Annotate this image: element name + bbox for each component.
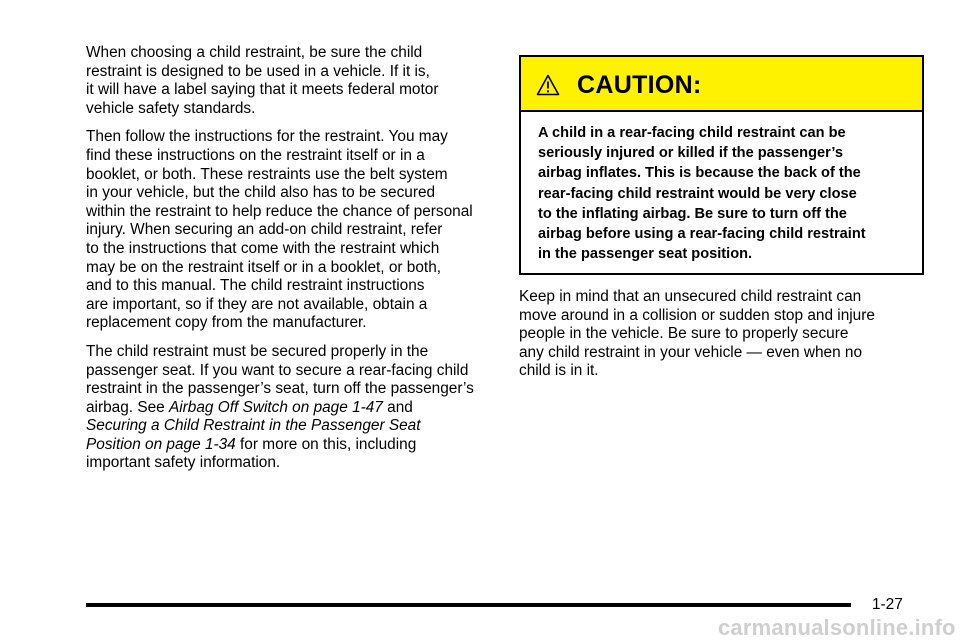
- instructions-paragraph: [86, 128, 506, 333]
- text-line: and to this manual. The child restraint instructions: [86, 277, 425, 295]
- text-line: booklet, or both. These restraints use the belt system: [86, 165, 448, 183]
- text-line: A child in a rear-facing child restraint can be: [538, 125, 846, 141]
- text-line: people in the vehicle. Be sure to properly secure: [519, 325, 849, 343]
- text-line: restraint is designed to be used in a vehicle. If it is,: [86, 62, 430, 80]
- page-number: 1-27: [872, 596, 903, 613]
- text-line: The child restraint must be secured properly in the: [86, 342, 429, 360]
- text-line: [86, 399, 506, 418]
- watermark: carmanualsonline.info: [718, 615, 956, 640]
- text-fragment: and: [382, 398, 413, 416]
- text-line: restraint in the passenger’s seat, turn off the passenger’s: [86, 380, 474, 398]
- text-line: injury. When securing an add-on child restraint, refer: [86, 221, 443, 239]
- text-line: to the inflating airbag. Be sure to turn off the: [538, 205, 847, 222]
- text-line: in the passenger seat position.: [538, 246, 753, 263]
- text-line: find these instructions on the restraint itself or in a: [86, 146, 425, 164]
- securing-child-restraint-reference-page[interactable]: Position on page 1-34: [86, 435, 236, 453]
- text-line: to the instructions that come with the restraint which: [86, 239, 440, 257]
- securing-child-restraint-reference[interactable]: Securing a Child Restraint in the Passenger Seat: [86, 417, 421, 435]
- footer-rule: [86, 603, 851, 607]
- text-line: move around in a collision or sudden stop and injure: [519, 306, 875, 324]
- caution-header: [521, 57, 922, 112]
- text-line: may be on the restraint itself or in a booklet, or both,: [86, 258, 442, 276]
- caution-triangle-icon: [536, 74, 560, 96]
- text-fragment: for more on this, including: [235, 435, 417, 453]
- text-line: [86, 417, 506, 436]
- text-line: airbag inflates. This is because the back of the: [538, 165, 861, 182]
- text-line: any child restraint in your vehicle — even when no: [519, 343, 863, 361]
- text-line: Keep in mind that an unsecured child restraint can: [519, 288, 862, 305]
- text-line: child is in it.: [519, 362, 599, 380]
- text-line: [86, 436, 506, 455]
- caution-text: [538, 123, 918, 264]
- text-line: replacement copy from the manufacturer.: [86, 314, 367, 332]
- text-line: When choosing a child restraint, be sure the child: [86, 44, 423, 61]
- text-line: airbag before using a rear-facing child restraint: [538, 226, 866, 243]
- text-line: Then follow the instructions for the restraint. You may: [86, 128, 448, 146]
- airbag-off-switch-reference[interactable]: Airbag Off Switch on page 1-47: [169, 398, 383, 416]
- text-fragment: airbag. See: [86, 398, 169, 416]
- passenger-seat-paragraph: [86, 343, 506, 473]
- text-line: seriously injured or killed if the passenger’s: [538, 145, 843, 162]
- text-line: rear-facing child restraint would be very close: [538, 185, 857, 202]
- text-line: are important, so if they are not available, obtain a: [86, 295, 428, 313]
- intro-paragraph: [86, 44, 506, 118]
- text-line: important safety information.: [86, 454, 281, 472]
- caution-box: [519, 55, 924, 275]
- text-line: passenger seat. If you want to secure a rear-facing child: [86, 361, 469, 379]
- unsecured-restraint-paragraph: [519, 288, 924, 381]
- text-line: vehicle safety standards.: [86, 99, 256, 117]
- text-line: within the restraint to help reduce the chance of personal: [86, 202, 473, 220]
- text-line: it will have a label saying that it meets federal motor: [86, 81, 439, 99]
- right-column: [519, 288, 924, 391]
- caution-title: CAUTION:: [577, 71, 702, 99]
- text-line: in your vehicle, but the child also has to be secured: [86, 184, 436, 202]
- left-column: [86, 44, 506, 483]
